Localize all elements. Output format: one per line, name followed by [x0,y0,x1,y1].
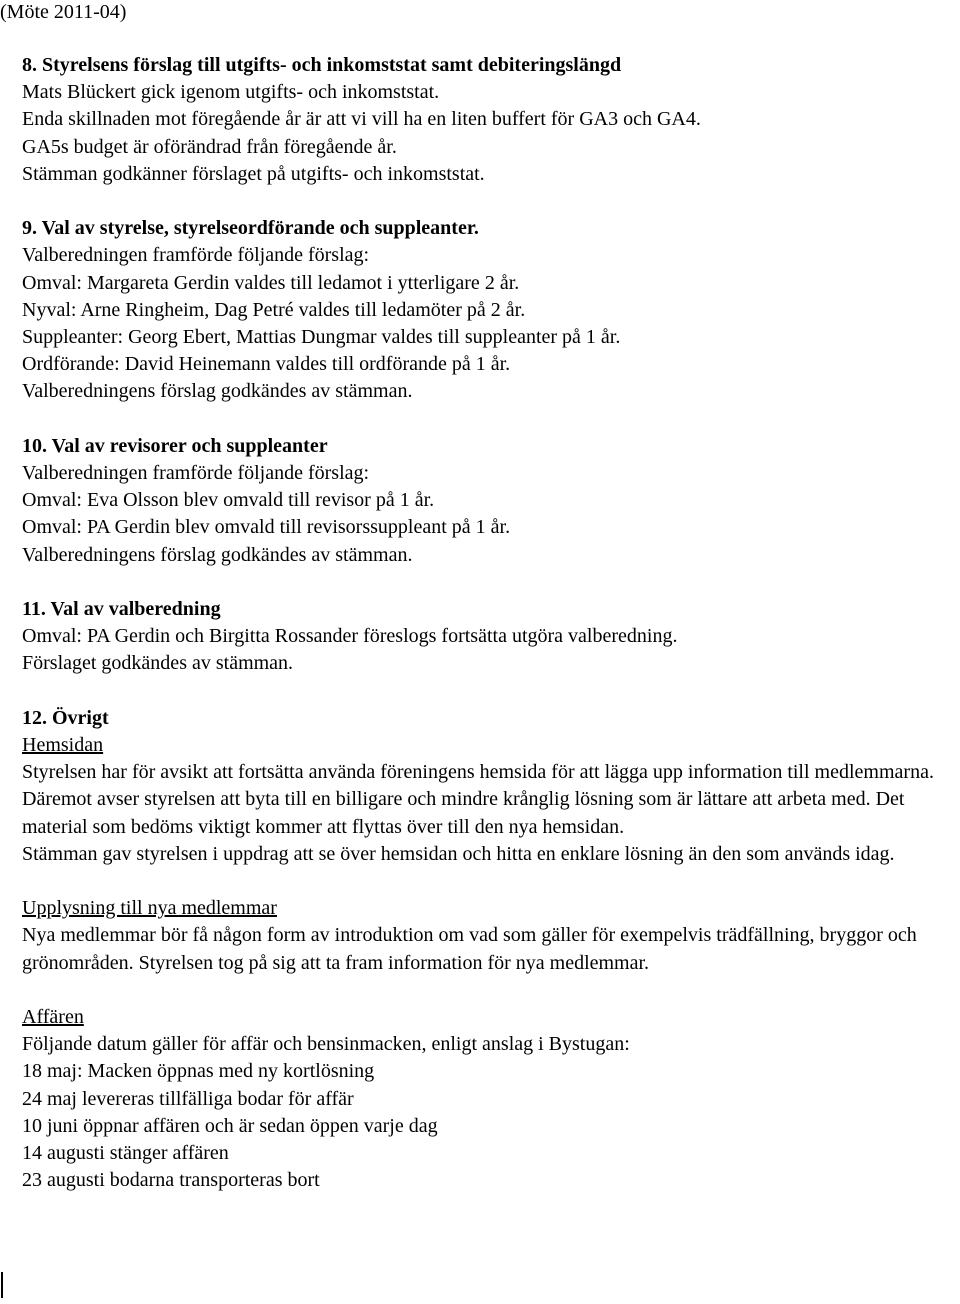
paragraph: Styrelsen har för avsikt att fortsätta använda föreningens hemsida för att lägga upp information till medlemmarna. Däremot avser styrelsen att byta till en billigare och mindre krånglig lösning som är lättare att arbeta med. Det material som bedöms viktigt kommer att flyttas över till den nya hemsidan. [22,761,934,838]
subsection-hemsidan [22,732,958,868]
document-body [22,52,958,1194]
section-10-line: Valberedningen framförde följande förslag: [22,462,370,485]
section-11-heading: 11. Val av valberedning [22,598,221,621]
subsection-upplysning [22,895,958,977]
section-9-line: Valberedningen framförde följande förslag: [22,244,370,267]
subsection-title-hemsidan: Hemsidan [22,734,104,757]
section-11-line: Omval: PA Gerdin och Birgitta Rossander föreslogs fortsätta utgöra valberedning. [22,625,678,648]
paragraph: Stämman gav styrelsen i uppdrag att se över hemsidan och hitta en enklare lösning än den som används idag. [22,842,895,865]
section-8-line: GA5s budget är oförändrad från föregående år. [22,135,397,158]
text-cursor-mark [1,1272,3,1298]
section-11-line: Förslaget godkändes av stämman. [22,652,294,675]
section-9 [22,215,958,405]
section-10-line: Valberedningens förslag godkändes av stämman. [22,543,413,566]
section-10 [22,433,958,569]
date-item: 24 maj levereras tillfälliga bodar för affär [22,1087,354,1110]
section-10-heading: 10. Val av revisorer och suppleanter [22,434,328,457]
subsection-title-affaren: Affären [22,1006,84,1029]
section-9-line: Omval: Margareta Gerdin valdes till ledamot i ytterligare 2 år. [22,271,520,294]
section-8-line: Enda skillnaden mot föregående år är att vi vill ha en liten buffert för GA3 och GA4. [22,108,701,131]
paragraph: Följande datum gäller för affär och bensinmacken, enligt anslag i Bystugan: [22,1033,630,1056]
section-8 [22,52,958,188]
section-12-heading: 12. Övrigt [22,706,109,729]
section-9-heading: 9. Val av styrelse, styrelseordförande och suppleanter. [22,217,479,240]
section-8-heading: 8. Styrelsens förslag till utgifts- och inkomststat samt debiteringslängd [22,54,622,76]
section-10-line: Omval: Eva Olsson blev omvald till revisor på 1 år. [22,489,435,512]
section-11 [22,596,958,678]
date-item: 18 maj: Macken öppnas med ny kortlösning [22,1060,375,1083]
subsection-title-upplysning: Upplysning till nya medlemmar [22,897,277,920]
subsection-affaren [22,1004,958,1194]
section-9-line: Ordförande: David Heinemann valdes till ordförande på 1 år. [22,353,511,376]
section-12 [22,705,958,1195]
date-item: 10 juni öppnar affären och är sedan öppen varje dag [22,1114,438,1137]
section-8-line: Mats Blückert gick igenom utgifts- och inkomststat. [22,81,440,104]
section-9-line: Suppleanter: Georg Ebert, Mattias Dungmar valdes till suppleanter på 1 år. [22,326,621,349]
meeting-header: (Möte 2011-04) [0,1,127,23]
section-9-line: Valberedningens förslag godkändes av stämman. [22,380,413,403]
paragraph: Nya medlemmar bör få någon form av introduktion om vad som gäller för exempelvis trädfällning, bryggor och grönområden. Styrelsen tog på sig att ta fram information för nya medlemmar. [22,924,917,974]
section-9-line: Nyval: Arne Ringheim, Dag Petré valdes till ledamöter på 2 år. [22,298,526,321]
date-item: 23 augusti bodarna transporteras bort [22,1169,320,1192]
section-8-line: Stämman godkänner förslaget på utgifts- och inkomststat. [22,162,485,185]
section-10-line: Omval: PA Gerdin blev omvald till revisorssuppleant på 1 år. [22,516,511,539]
date-item: 14 augusti stänger affären [22,1142,229,1165]
